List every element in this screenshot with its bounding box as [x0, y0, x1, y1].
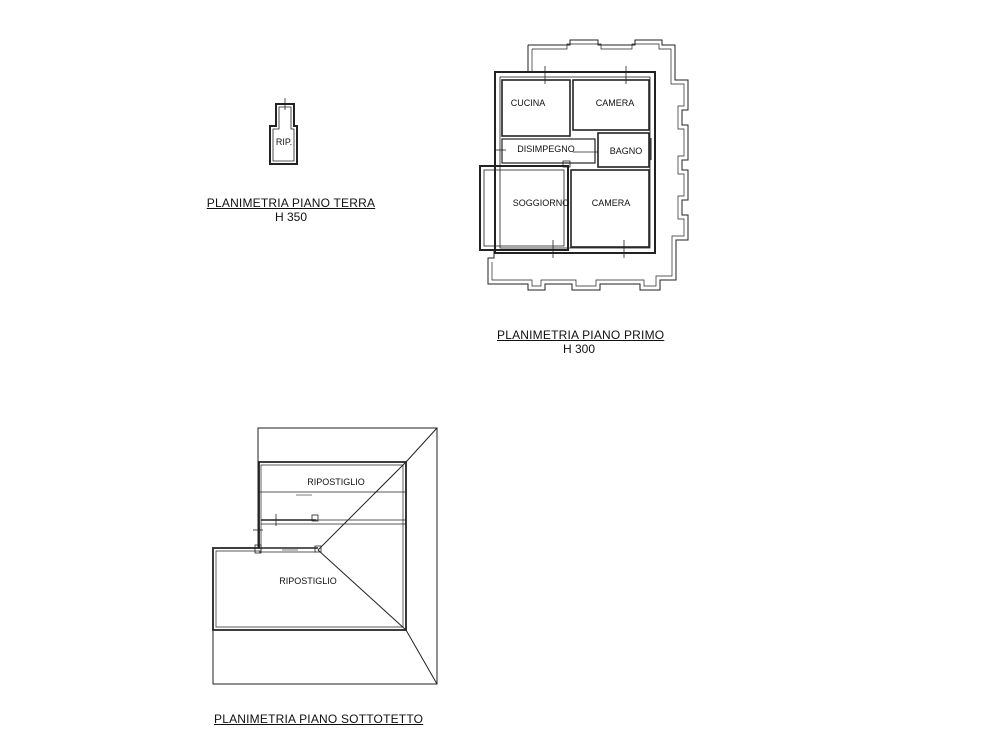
plan-piano-sottotetto	[213, 428, 437, 684]
room-label-ripostiglio-bottom: RIPOSTIGLIO	[279, 576, 337, 586]
title-block-primo	[497, 328, 665, 356]
room-label-cucina: CUCINA	[510, 98, 546, 108]
title-block-sottotetto	[214, 712, 422, 726]
room-label-soggiorno: SOGGIORNO	[512, 198, 570, 208]
title-block-terra	[205, 196, 377, 224]
plan-piano-primo	[480, 40, 688, 290]
room-label-bagno: BAGNO	[609, 146, 643, 156]
room-label-rip: RIP.	[275, 137, 293, 147]
plan-title-terra: PLANIMETRIA PIANO TERRA	[206, 196, 376, 210]
plan-piano-terra	[270, 98, 297, 164]
plan-title-sottotetto: PLANIMETRIA PIANO SOTTOTETTO	[214, 712, 424, 726]
room-label-ripostiglio-top: RIPOSTIGLIO	[307, 477, 365, 487]
room-label-disimpegno: DISIMPEGNO	[517, 144, 575, 154]
plan-title-primo: PLANIMETRIA PIANO PRIMO	[497, 328, 665, 342]
room-label-camera-top: CAMERA	[595, 98, 635, 108]
plan-height-terra: H 350	[274, 210, 308, 224]
room-label-camera-bottom: CAMERA	[591, 198, 631, 208]
plan-height-primo: H 300	[562, 342, 596, 356]
